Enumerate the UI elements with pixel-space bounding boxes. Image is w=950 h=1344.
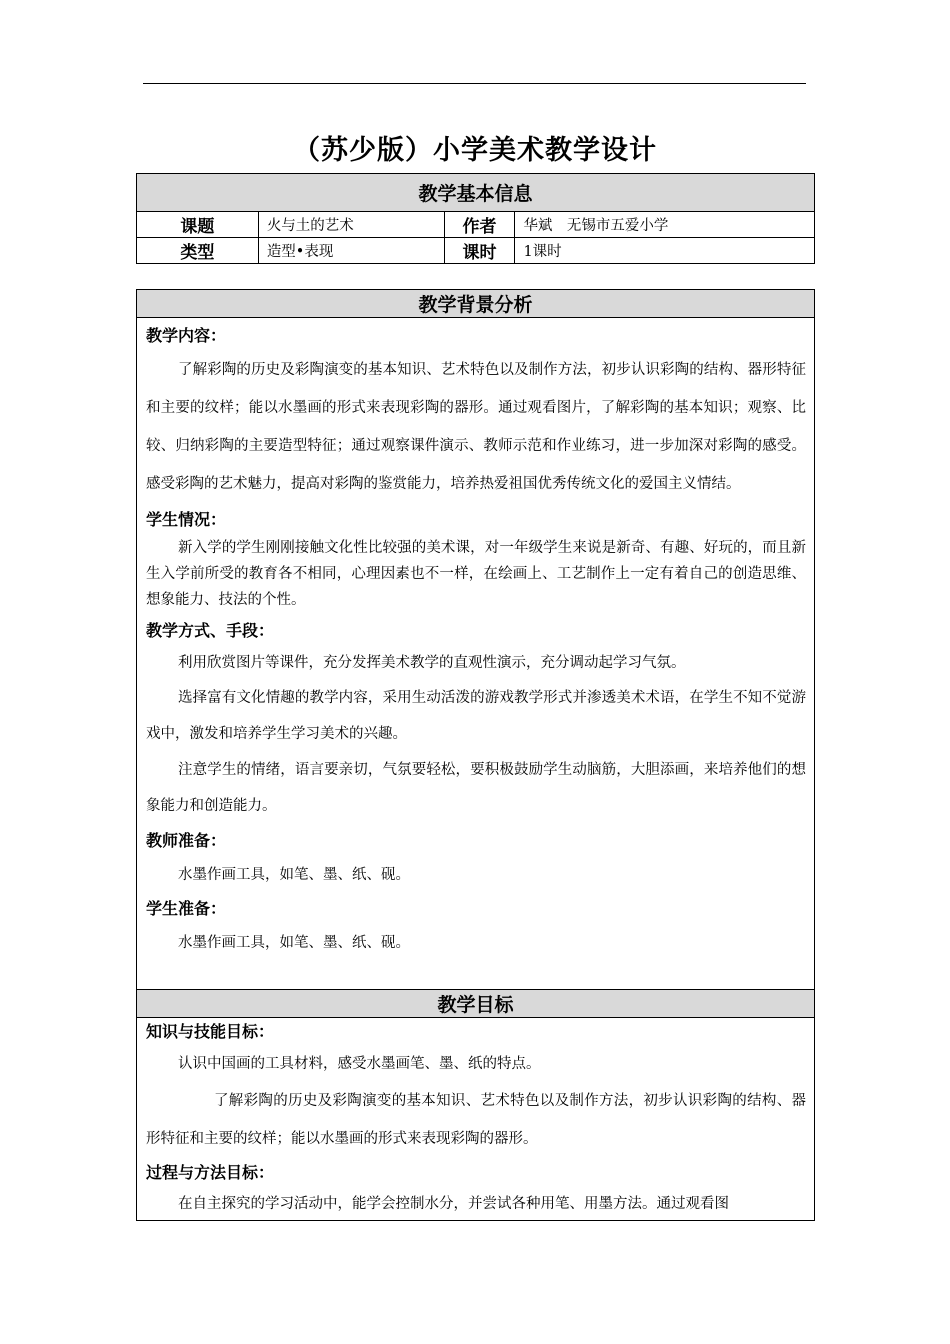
basic-info-header: 教学基本信息 xyxy=(137,174,815,212)
basic-info-table xyxy=(136,173,815,264)
methods-text-3: 注意学生的情绪，语言要亲切，气氛要轻松，要积极鼓励学生动脑筋，大胆添画，来培养他们的想象能力和创造能力。 xyxy=(146,762,806,814)
process-heading: 过程与方法目标： xyxy=(146,1163,275,1182)
topic-label: 课题 xyxy=(137,212,259,238)
student-prep-heading: 学生准备： xyxy=(146,899,227,918)
student-prep-text: 水墨作画工具，如笔、墨、纸、砚。 xyxy=(178,935,410,951)
author-value: 华斌 无锡市五爱小学 xyxy=(515,212,815,238)
type-value: 造型•表现 xyxy=(258,238,444,264)
teaching-goals-content xyxy=(137,1018,815,1221)
author-label: 作者 xyxy=(444,212,515,238)
teacher-prep-text: 水墨作画工具，如笔、墨、纸、砚。 xyxy=(178,867,410,883)
methods-text-2: 选择富有文化情趣的教学内容，采用生动活泼的游戏教学形式并渗透美术术语，在学生不知不觉游戏中，激发和培养学生学习美术的兴趣。 xyxy=(146,690,806,742)
knowledge-heading: 知识与技能目标： xyxy=(146,1022,275,1041)
topic-value: 火与土的艺术 xyxy=(258,212,444,238)
content-text: 了解彩陶的历史及彩陶演变的基本知识、艺术特色以及制作方法，初步认识彩陶的结构、器形特征和主要的纹样；能以水墨画的形式来表现彩陶的器形。通过观看图片，了解彩陶的基本知识；观察、比较、归纳彩陶的主要造型特征；通过观察课件演示、教师示范和作业练习，进一步加深对彩陶的感受。感受彩陶的艺术魅力，提高对彩陶的鉴赏能力，培养热爱祖国优秀传统文化的爱国主义情结。 xyxy=(146,362,806,492)
period-value: 1课时 xyxy=(515,238,815,264)
methods-heading: 教学方式、手段： xyxy=(146,621,275,640)
students-text: 新入学的学生刚刚接触文化性比较强的美术课，对一年级学生来说是新奇、有趣、好玩的，而且新生入学前所受的教育各不相同，心理因素也不一样，在绘画上、工艺制作上一定有着自己的创造思维、想象能力、技法的个性。 xyxy=(146,540,806,608)
teaching-goals-header: 教学目标 xyxy=(137,990,815,1018)
background-analysis-header: 教学背景分析 xyxy=(137,290,815,318)
analysis-table xyxy=(136,289,815,1221)
background-analysis-content xyxy=(137,318,815,990)
page-title: （苏少版）小学美术教学设计 xyxy=(293,135,657,166)
methods-text-1: 利用欣赏图片等课件，充分发挥美术教学的直观性演示，充分调动起学习气氛。 xyxy=(178,655,686,671)
content-heading: 教学内容： xyxy=(146,326,227,345)
process-text: 在自主探究的学习活动中，能学会控制水分，并尝试各种用笔、用墨方法。通过观看图 xyxy=(178,1196,729,1212)
knowledge-text-2: 了解彩陶的历史及彩陶演变的基本知识、艺术特色以及制作方法，初步认识彩陶的结构、器形特征和主要的纹样；能以水墨画的形式来表现彩陶的器形。 xyxy=(146,1093,806,1147)
teacher-prep-heading: 教师准备： xyxy=(146,831,227,850)
period-label: 课时 xyxy=(444,238,515,264)
type-label: 类型 xyxy=(137,238,259,264)
header-rule xyxy=(143,83,806,84)
knowledge-text-1: 认识中国画的工具材料，感受水墨画笔、墨、纸的特点。 xyxy=(178,1056,541,1072)
students-heading: 学生情况： xyxy=(146,510,227,529)
